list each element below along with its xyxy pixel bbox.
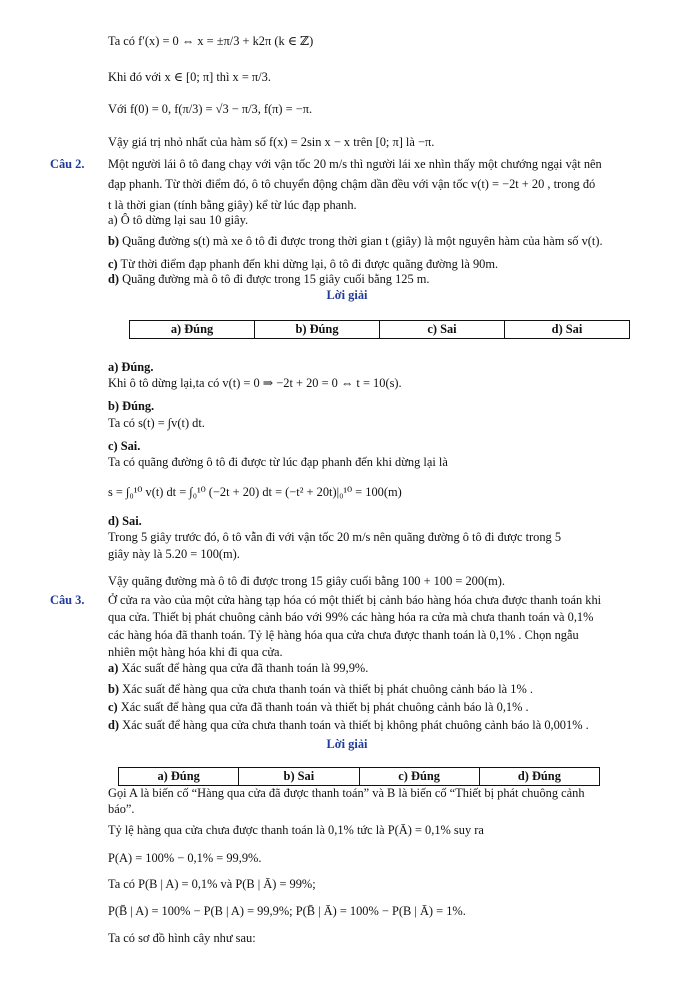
q3-option-d-label: d) [108,718,120,732]
q3-option-a [108,661,368,676]
q3-sol-6: P(B̄ | A) = 100% − P(B | A) = 99,9%; P(B̄ | Ā) = 100% − P(B | Ā) = 1%. [108,904,466,918]
q3-stem-2: qua cửa. Thiết bị phát chuông cảnh báo với 99% các hàng hóa ra cửa mà chưa thanh toán và 0,1% [108,610,594,624]
q3-option-c-text: Xác suất để hàng qua cửa đã thanh toán và thiết bị phát chuông cảnh báo là 0,1% . [120,700,529,714]
q2-solution-title: Lời giải [326,288,368,302]
q3-option-a-label: a) [108,661,119,675]
q3-option-b-text: Xác suất để hàng qua cửa chưa thanh toán và thiết bị phát chuông cảnh báo là 1% . [122,682,533,696]
q3-stem-1: Ở cửa ra vào của một cửa hàng tạp hóa có một thiết bị cảnh báo hàng hóa chưa được thanh toán khi [108,593,602,607]
q2-stem-1: Một người lái ô tô đang chạy với vận tốc 20 m/s thì người lái xe nhìn thấy một chướng ngại vật nên [108,157,602,171]
q2-option-b-label: b) [108,234,120,248]
q2-answer-d: d) Sai [505,321,630,339]
q2-sol-d-2: giây này là 5.20 = 100(m). [108,547,240,561]
q2-option-d [108,272,430,287]
q3-stem-4: nhiên một hàng hóa khi đi qua cửa. [108,645,283,659]
q2-label: Câu 2. [50,157,85,171]
q2-stem-3: t là thời gian (tính bằng giây) kể từ lúc đạp phanh. [108,198,357,212]
q2-sol-d-3: Vậy quãng đường mà ô tô đi được trong 15 giây cuối bằng 100 + 100 = 200(m). [108,574,506,588]
q3-sol-3: Tỷ lệ hàng qua cửa chưa được thanh toán là 0,1% tức là P(Ā) = 0,1% suy ra [108,823,484,837]
q2-sol-b: Ta có s(t) = ∫v(t) dt. [108,416,205,430]
q2-option-c-label: c) [108,257,118,271]
q3-sol-7: Ta có sơ đồ hình cây như sau: [108,931,256,945]
q2-answer-table [129,320,630,339]
q2-sol-c-head: c) Sai. [108,439,141,453]
q3-sol-2: báo”. [108,802,135,816]
q3-label: Câu 3. [50,593,85,607]
q3-answer-c: c) Đúng [359,768,479,786]
q3-option-b-label: b) [108,682,120,696]
q2-answer-b: b) Đúng [255,321,380,339]
q3-stem-3: các hàng hóa đã thanh toán. Tỷ lệ hàng hóa qua cửa chưa được thanh toán là 0,1% . Chọn ngẫu [108,628,579,642]
q3-option-b [108,682,533,697]
q2-sol-d-1: Trong 5 giây trước đó, ô tô vẫn đi với vận tốc 20 m/s nên quãng đường ô tô đi được trong 5 [108,530,562,544]
q3-option-d-text: Xác suất để hàng qua cửa chưa thanh toán và thiết bị không phát chuông cảnh báo là 0,001% . [122,718,589,732]
q2-answer-c: c) Sai [380,321,505,339]
q2-option-b [108,234,603,249]
q2-sol-a: Khi ô tô dừng lại,ta có v(t) = 0 ⇒ −2t + 20 = 0 ⇔ t = 10(s). [108,376,402,390]
q3-answer-d: d) Đúng [479,768,599,786]
q3-option-c-label: c) [108,700,118,714]
q2-stem-2: đạp phanh. Từ thời điểm đó, ô tô chuyển động chậm dần đều với vận tốc v(t) = −2t + 20 , trong đó [108,177,596,191]
q2-sol-d-head: d) Sai. [108,514,142,528]
q3-sol-1: Gọi A là biến cố “Hàng qua cửa đã được thanh toán” và B là biến cố “Thiết bị phát chuông cảnh [108,786,585,800]
q3-sol-5: Ta có P(B | A) = 0,1% và P(B | Ā) = 99%; [108,877,316,891]
q2-answer-a: a) Đúng [130,321,255,339]
q3-option-c [108,700,529,715]
q3-answer-a: a) Đúng [119,768,239,786]
q3-option-a-text: Xác suất để hàng qua cửa đã thanh toán là 99,9%. [121,661,369,675]
q2-option-d-text: Quãng đường mà ô tô đi được trong 15 giây cuối bằng 125 m. [122,272,430,286]
q3-option-d [108,718,589,733]
prev-line-2: Khi đó với x ∈ [0; π] thì x = π/3. [108,70,271,84]
q2-sol-a-head: a) Đúng. [108,360,154,374]
prev-line-4: Vậy giá trị nhỏ nhất của hàm số f(x) = 2sin x − x trên [0; π] là −π. [108,135,435,149]
q2-option-a: a) Ô tô dừng lại sau 10 giây. [108,213,249,227]
prev-line-3: Với f(0) = 0, f(π/3) = √3 − π/3, f(π) = −π. [108,102,313,116]
q3-answer-table [118,767,600,786]
q2-option-b-text: Quãng đường s(t) mà xe ô tô đi được trong thời gian t (giây) là một nguyên hàm của hàm số v(t). [122,234,603,248]
q2-option-c [108,257,498,272]
q2-sol-b-head: b) Đúng. [108,399,155,413]
prev-line-1: Ta có f′(x) = 0 ⇔ x = ±π/3 + k2π (k ∈ ℤ) [108,34,314,48]
q2-option-d-label: d) [108,272,120,286]
q3-solution-title: Lời giải [326,737,368,751]
q2-option-c-text: Từ thời điểm đạp phanh đến khi dừng lại, ô tô đi được quãng đường là 90m. [120,257,499,271]
q2-sol-c-2: s = ∫₀¹⁰ v(t) dt = ∫₀¹⁰ (−2t + 20) dt = (−t² + 20t)|₀¹⁰ = 100(m) [108,485,402,499]
q2-sol-c-1: Ta có quãng đường ô tô đi được từ lúc đạp phanh đến khi dừng lại là [108,455,448,469]
q3-answer-b: b) Sai [239,768,359,786]
q3-sol-4: P(A) = 100% − 0,1% = 99,9%. [108,851,262,865]
